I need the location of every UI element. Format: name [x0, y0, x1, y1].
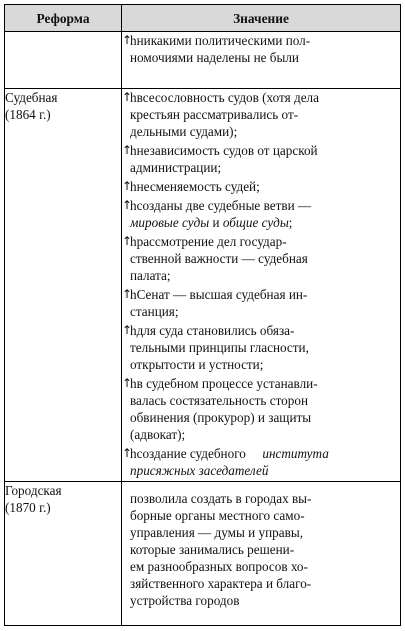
item-line: валась состязательность сторон: [130, 393, 309, 408]
list-item: [122, 233, 400, 284]
header-meaning: Значение: [122, 5, 401, 32]
list-item: [122, 178, 400, 195]
header-reform: Реформа: [5, 5, 122, 32]
item-line: hсозданы две судебные ветви —: [130, 198, 312, 213]
item-line: палата;: [130, 268, 171, 283]
item-line: присяжных заседателей: [130, 463, 269, 478]
list-item: [122, 375, 400, 443]
reform-year: (1864 г.): [5, 107, 51, 122]
item-line: станция;: [130, 304, 179, 319]
meaning-paragraph: [122, 490, 400, 609]
item-line: hникакими политическими пол-: [130, 33, 311, 48]
table-header-row: [5, 5, 401, 32]
item-line: номочиями наделены не были: [130, 50, 299, 65]
up-arrow-icon: ↑: [122, 446, 133, 460]
item-line: (адвокат);: [130, 427, 186, 442]
item-line: администрации;: [130, 160, 222, 175]
item-line: hдля суда становились обяза-: [130, 323, 295, 338]
up-arrow-icon: ↑: [122, 198, 133, 212]
item-line: крестьян рассматривались от-: [130, 107, 299, 122]
list-item: [122, 142, 400, 176]
list-item: [122, 197, 400, 231]
table-row: [5, 89, 401, 482]
up-arrow-icon: ↑: [122, 287, 133, 301]
court-type-em: мировые суды: [130, 215, 210, 230]
reform-cell: [5, 89, 122, 482]
up-arrow-icon: ↑: [122, 376, 133, 390]
reform-cell: [5, 482, 122, 626]
institution-em: института: [262, 446, 329, 461]
list-item: [122, 89, 400, 140]
item-line: hСенат — высшая судебная ин-: [130, 287, 308, 302]
item-line: hвсесословность судов (хотя дела: [130, 90, 319, 105]
paragraph-line: которые занимались решени-: [130, 542, 295, 557]
meaning-cell: [122, 32, 401, 89]
up-arrow-icon: ↑: [122, 234, 133, 248]
table-row: [5, 32, 401, 89]
paragraph-line: позволила создать в городах вы-: [130, 491, 312, 506]
list-item: [122, 322, 400, 373]
item-line: ственной важности — судебная: [130, 251, 308, 266]
paragraph-line: зяйственного характера и благо-: [130, 576, 312, 591]
conjunction-text: и: [209, 215, 223, 230]
up-arrow-icon: ↑: [122, 33, 133, 47]
item-line: тельными принципы гласности,: [130, 340, 309, 355]
item-line: hв судебном процессе устанавли-: [130, 376, 318, 391]
up-arrow-icon: ↑: [122, 90, 133, 104]
item-line: обвинения (прокурор) и защиты: [130, 410, 312, 425]
item-line: hрассмотрение дел государ-: [130, 234, 287, 249]
item-line: hнесменяемость судей;: [130, 179, 260, 194]
item-line: дельными судами);: [130, 124, 238, 139]
item-line: [130, 214, 400, 231]
up-arrow-icon: ↑: [122, 323, 133, 337]
reform-cell-empty: [5, 32, 122, 89]
court-type-em: общие суды: [222, 215, 289, 230]
meaning-cell: [122, 89, 401, 482]
list-item: [122, 286, 400, 320]
paragraph-line: борные органы местного само-: [130, 508, 305, 523]
paragraph-line: управления — думы и управы,: [130, 525, 304, 540]
up-arrow-icon: ↑: [122, 143, 133, 157]
item-text: hсоздание судебного: [130, 446, 246, 461]
reform-year: (1870 г.): [5, 500, 51, 515]
item-line: открытости и устности;: [130, 357, 264, 372]
list-item: [122, 445, 400, 479]
reform-name: Судебная: [5, 90, 58, 105]
table-row: [5, 482, 401, 626]
paragraph-line: устройства городов: [130, 593, 240, 608]
up-arrow-icon: ↑: [122, 179, 133, 193]
reforms-table: [4, 4, 401, 626]
punctuation-text: ;: [288, 215, 293, 230]
list-item: [122, 32, 400, 66]
meaning-cell: [122, 482, 401, 626]
reform-name: Городская: [5, 483, 62, 498]
paragraph-line: ем разнообразных вопросов хо-: [130, 559, 308, 574]
item-line: hнезависимость судов от царской: [130, 143, 318, 158]
item-line: [130, 445, 400, 462]
